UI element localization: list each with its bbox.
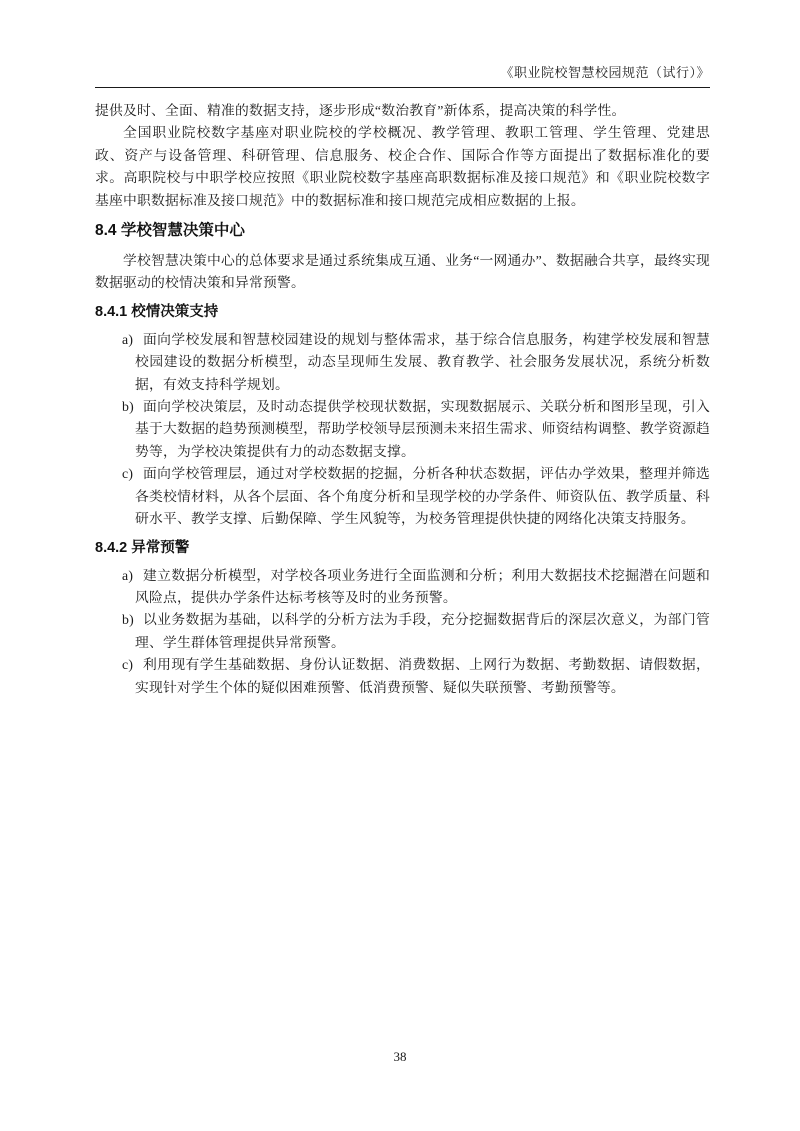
list-item-text: 面向学校管理层，通过对学校数据的挖掘，分析各种状态数据，评估办学效果，整理并筛选各类校情材料，从各个层面、各个角度分析和呈现学校的办学条件、师资队伍、教学质量、科研水平、教学支撑、后勤保障、学生风貌等，为校务管理提供快捷的网络化决策支持服务。 xyxy=(135,466,710,527)
list-8-4-1 xyxy=(95,329,710,531)
list-item-8-4-2-c xyxy=(95,654,710,699)
paragraph-data-standards: 全国职业院校数字基座对职业院校的学校概况、教学管理、教职工管理、学生管理、党建思政、资产与设备管理、科研管理、信息服务、校企合作、国际合作等方面提出了数据标准化的要求。高职院校与中职学校应按照《职业院校数字基座高职数据标准及接口规范》和《职业院校数字基座中职数据标准及接口规范》中的数据标准和接口规范完成相应数据的上报。 xyxy=(95,125,710,208)
running-header-title: 《职业院校智慧校园规范（试行）》 xyxy=(95,64,710,88)
list-item-8-4-1-a xyxy=(95,329,710,396)
subsection-heading-8-4-2: 8.4.2 异常预警 xyxy=(95,539,190,556)
paragraph-continuation: 提供及时、全面、精准的数据支持，逐步形成“数治教育”新体系，提高决策的科学性。 xyxy=(95,103,626,118)
list-item-label: b) xyxy=(122,399,134,415)
list-item-label: c) xyxy=(122,466,134,482)
page-header xyxy=(95,0,710,88)
list-item-text: 以业务数据为基础，以科学的分析方法为手段，充分挖掘数据背后的深层次意义，为部门管理、学生群体管理提供异常预警。 xyxy=(135,612,710,650)
page-number: 38 xyxy=(393,1049,407,1064)
list-item-text: 利用现有学生基础数据、身份认证数据、消费数据、上网行为数据、考勤数据、请假数据，实现针对学生个体的疑似困难预警、低消费预警、疑似失联预警、考勤预警等。 xyxy=(135,657,710,695)
subsection-heading-8-4-1: 8.4.1 校情决策支持 xyxy=(95,303,219,320)
list-item-label: b) xyxy=(122,612,134,628)
list-item-8-4-2-b xyxy=(95,609,710,654)
list-item-8-4-1-c xyxy=(95,463,710,530)
document-body xyxy=(95,88,710,699)
paragraph-section-8-4-intro: 学校智慧决策中心的总体要求是通过系统集成互通、业务“一网通办”、数据融合共享，最终实现数据驱动的校情决策和异常预警。 xyxy=(95,253,710,291)
list-item-label: a) xyxy=(122,567,134,583)
list-item-text: 面向学校发展和智慧校园建设的规划与整体需求，基于综合信息服务，构建学校发展和智慧校园建设的数据分析模型，动态呈现师生发展、教育教学、社会服务发展状况，系统分析数据，有效支持科学规划。 xyxy=(135,331,710,392)
section-heading-8-4: 8.4 学校智慧决策中心 xyxy=(95,222,245,240)
list-item-label: c) xyxy=(122,657,134,673)
list-item-text: 面向学校决策层，及时动态提供学校现状数据，实现数据展示、关联分析和图形呈现，引入基于大数据的趋势预测模型，帮助学校领导层预测未来招生需求、师资结构调整、教学资源趋势等，为学校决策提供有力的动态数据支撑。 xyxy=(135,399,710,459)
list-item-8-4-2-a xyxy=(95,565,710,610)
list-8-4-2 xyxy=(95,565,710,699)
list-item-text: 建立数据分析模型，对学校各项业务进行全面监测和分析；利用大数据技术挖掘潜在问题和风险点，提供办学条件达标考核等及时的业务预警。 xyxy=(135,567,710,605)
list-item-label: a) xyxy=(122,331,134,347)
page-footer xyxy=(0,1049,800,1065)
list-item-8-4-1-b xyxy=(95,396,710,463)
